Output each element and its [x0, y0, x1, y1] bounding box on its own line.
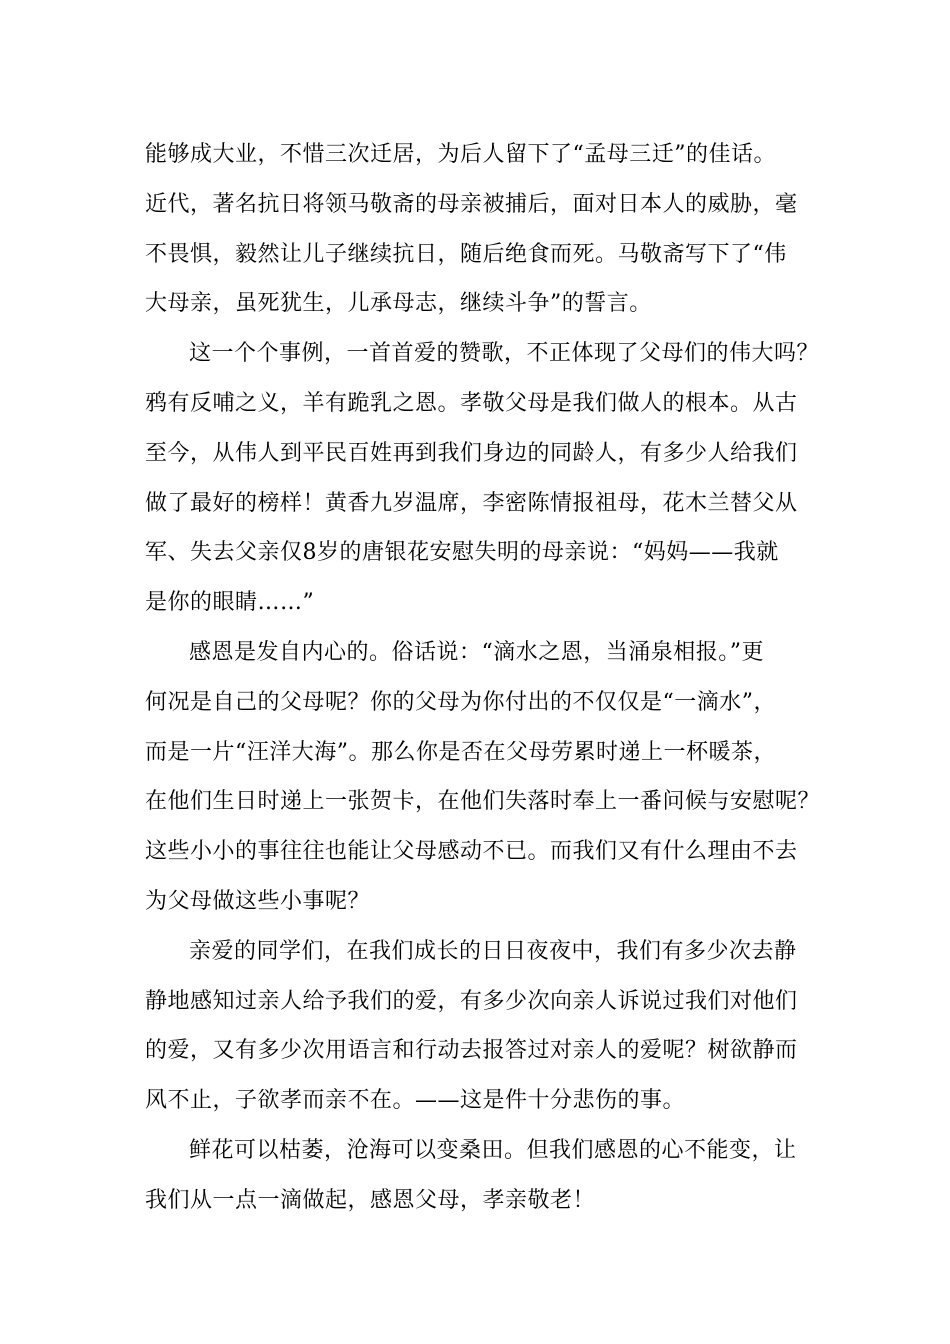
text-line: 鸦有反哺之义，羊有跪乳之恩。孝敬父母是我们做人的根本。从古 [145, 390, 798, 416]
paragraph-start-line: 鲜花可以枯萎，沧海可以变桑田。但我们感恩的心不能变，让 [189, 1137, 797, 1163]
text-line: 是你的眼睛……” [145, 590, 315, 616]
text-line: 近代，著名抗日将领马敬斋的母亲被捕后，面对日本人的威胁，毫 [145, 191, 798, 217]
text-line: 何况是自己的父母呢？你的父母为你付出的不仅仅是“一滴水”， [145, 689, 776, 715]
text-line: 这些小小的事往往也能让父母感动不已。而我们又有什么理由不去 [145, 839, 798, 865]
text-line: 做了最好的榜样！黄香九岁温席，李密陈情报祖母，花木兰替父从 [145, 490, 798, 516]
text-line: 大母亲，虽死犹生，儿承母志，继续斗争”的誓言。 [145, 291, 652, 317]
text-line: 能够成大业，不惜三次迁居，为后人留下了“孟母三迁”的佳话。 [145, 142, 776, 167]
text-line: 风不止，子欲孝而亲不在。——这是件十分悲伤的事。 [145, 1088, 686, 1114]
text-line: 我们从一点一滴做起，感恩父母，孝亲敬老！ [145, 1187, 596, 1213]
paragraph-start-line: 感恩是发自内心的。俗话说：“滴水之恩，当涌泉相报。”更 [189, 639, 764, 665]
paragraph-start-line: 这一个个事例，一首首爱的赞歌，不正体现了父母们的伟大吗？ [189, 341, 820, 367]
text-line: 为父母做这些小事呢？ [145, 888, 371, 914]
text-line: 不畏惧，毅然让儿子继续抗日，随后绝食而死。马敬斋写下了“伟 [145, 241, 787, 267]
text-line: 在他们生日时递上一张贺卡，在他们失落时奉上一番问候与安慰呢？ [145, 789, 821, 815]
text-line: 静地感知过亲人给予我们的爱，有多少次向亲人诉说过我们对他们 [145, 988, 798, 1014]
text-line: 而是一片“汪洋大海”。那么你是否在父母劳累时递上一杯暖茶， [145, 739, 776, 765]
text-line: 至今，从伟人到平民百姓再到我们身边的同龄人，有多少人给我们 [145, 440, 798, 466]
text-line: 军、失去父亲仅8岁的唐银花安慰失明的母亲说：“妈妈——我就 [145, 540, 779, 566]
paragraph-start-line: 亲爱的同学们，在我们成长的日日夜夜中，我们有多少次去静 [189, 938, 797, 964]
text-line: 的爱，又有多少次用语言和行动去报答过对亲人的爱呢？树欲静而 [145, 1038, 798, 1064]
document-body [145, 130, 835, 1226]
